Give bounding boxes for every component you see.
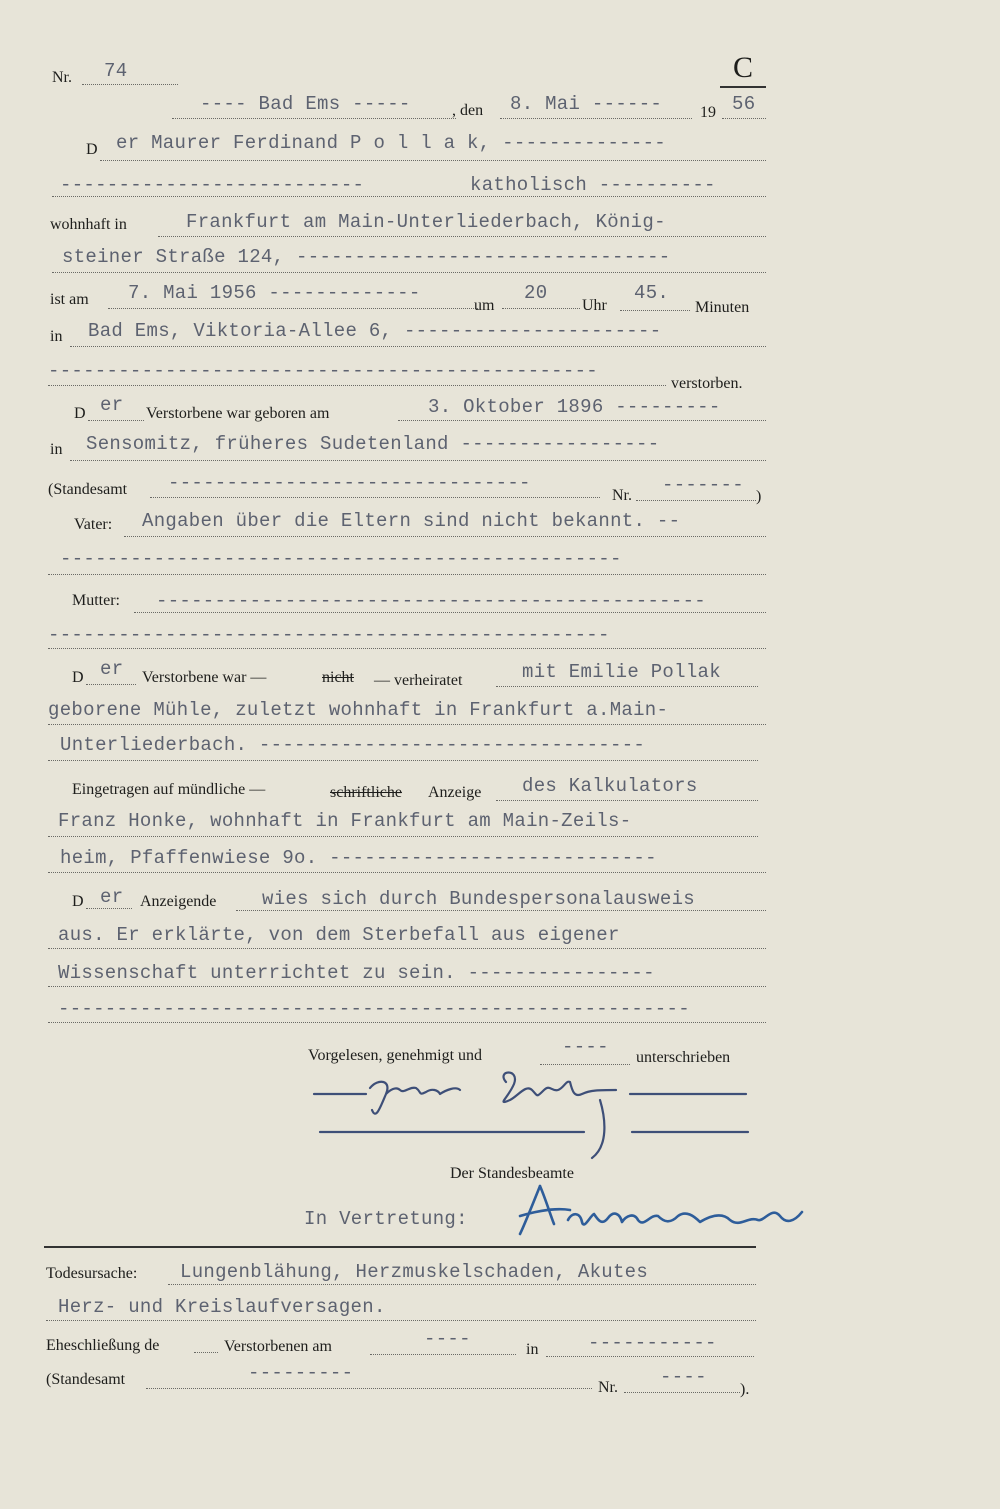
death-place-line-2: ----------------------------------------------- — [48, 360, 598, 382]
registrar-signature — [510, 1176, 810, 1246]
footer-closing: ). — [740, 1381, 750, 1398]
death-place: Bad Ems, Viktoria-Allee 6, ---------------------- — [88, 320, 662, 342]
ehe-place: ----------- — [588, 1332, 717, 1354]
birth-place: Sensomitz, früheres Sudetenland ----------------- — [86, 433, 660, 455]
mutter-label: Mutter: — [72, 592, 120, 609]
cause-line-2: Herz- und Kreislaufversagen. — [58, 1296, 386, 1318]
death-date-dotted-line — [108, 308, 478, 309]
entry-number: 74 — [104, 60, 128, 82]
marriage-label-a: Verstorbene war — — [142, 669, 267, 686]
ehe-place-dotted-line — [546, 1356, 754, 1357]
vater-dotted-line — [124, 536, 766, 537]
religion: katholisch ---------- — [470, 174, 716, 196]
ist-am-label: ist am — [50, 291, 89, 308]
marriage-d-prefix: D — [72, 669, 84, 686]
deceased-d-prefix: D — [86, 141, 98, 158]
footer-nr-label: Nr. — [598, 1379, 618, 1396]
place-dotted-line — [172, 118, 456, 119]
birth-standesamt-dotted-line — [150, 497, 600, 498]
hour-dotted-line — [502, 308, 580, 309]
spouse-line-3: Unterliederbach. --------------------------------- — [60, 734, 646, 756]
footer-nr: ---- — [660, 1366, 707, 1388]
report-line-1: des Kalkulators — [522, 775, 698, 797]
religion-dashes: -------------------------- — [60, 174, 365, 196]
year-prefix: 19 — [700, 104, 716, 121]
registry-place: ---- Bad Ems ----- — [200, 93, 411, 115]
religion-dotted-line — [52, 196, 766, 197]
deputy-text: In Vertretung: — [304, 1208, 468, 1230]
spouse-dotted-line — [496, 686, 758, 687]
report-struck-word: schriftliche — [330, 784, 402, 801]
deceased-name: er Maurer Ferdinand P o l l a k, -------------- — [116, 132, 666, 154]
report-line-2: Franz Honke, wohnhaft in Frankfurt am Main-Zeils- — [58, 810, 632, 832]
cause-label: Todesursache: — [46, 1265, 138, 1282]
birth-nr-label: Nr. — [612, 487, 632, 504]
year-suffix: 56 — [732, 93, 756, 115]
marriage-struck-word: nicht — [322, 669, 354, 686]
informant4-dotted-line — [48, 1022, 766, 1023]
address-line-1: Frankfurt am Main-Unterliederbach, König- — [186, 211, 666, 233]
birth-d-dotted-line — [88, 420, 144, 421]
register-letter: C — [720, 50, 766, 88]
birth-closing-paren: ) — [756, 488, 762, 505]
born-label: Verstorbene war geboren am — [146, 405, 330, 422]
birth-d-prefix: D — [74, 405, 86, 422]
report3-dotted-line — [48, 872, 766, 873]
birth-standesamt: ------------------------------- — [168, 472, 531, 494]
birth-nr: ------- — [662, 474, 744, 496]
informant-line-3: Wissenschaft unterrichtet zu sein. ---------------- — [58, 962, 655, 984]
informant-d-suffix: er — [100, 886, 124, 908]
uhr-label: Uhr — [582, 297, 607, 314]
registry-date: 8. Mai ------ — [510, 93, 663, 115]
wohnhaft-label: wohnhaft in — [50, 216, 127, 233]
birth-standesamt-label: (Standesamt — [48, 481, 128, 498]
den-label: , den — [452, 102, 484, 119]
nr-label: Nr. — [52, 69, 72, 86]
year-dotted-line — [722, 118, 766, 119]
birth-date: 3. Oktober 1896 --------- — [428, 396, 721, 418]
death-place-dotted-line — [70, 346, 766, 347]
birth-place-dotted-line — [70, 460, 766, 461]
spouse-line-2: geborene Mühle, zuletzt wohnhaft in Frankfurt a.Main- — [48, 699, 669, 721]
um-label: um — [474, 297, 495, 314]
spouse2-dotted-line — [48, 724, 766, 725]
informant-signature — [300, 1060, 770, 1170]
marriage-d-dotted-line — [86, 684, 136, 685]
ehe-date-dotted-line — [370, 1354, 516, 1355]
read-approved-label: Vorgelesen, genehmigt und — [308, 1047, 483, 1064]
mutter-text: ----------------------------------------------- — [156, 590, 706, 612]
death-place2-dotted-line — [48, 385, 666, 386]
registrar-label: Der Standesbeamte — [450, 1165, 574, 1182]
minuten-label: Minuten — [695, 299, 750, 316]
birth-nr-dotted-line — [636, 500, 756, 501]
report2-dotted-line — [48, 836, 758, 837]
vater-text: Angaben über die Eltern sind nicht bekannt. -- — [142, 510, 681, 532]
birth-date-dotted-line — [398, 420, 766, 421]
ehe-label: Eheschließung de — [46, 1337, 160, 1354]
signed-label: unterschrieben — [636, 1049, 731, 1066]
informant2-dotted-line — [48, 948, 766, 949]
informant3-dotted-line — [48, 986, 766, 987]
report-dotted-line — [496, 800, 758, 801]
report-label-b: Anzeige — [428, 784, 482, 801]
mutter-line-2: ------------------------------------------------ — [48, 624, 610, 646]
ehe-label-b: Verstorbenen am — [224, 1338, 332, 1355]
cause2-dotted-line — [46, 1320, 756, 1321]
report-label-a: Eingetragen auf mündliche — — [72, 781, 266, 798]
cause-line-1: Lungenblähung, Herzmuskelschaden, Akutes — [180, 1261, 649, 1283]
informant-line-2: aus. Er erklärte, von dem Sterbefall aus eigener — [58, 924, 620, 946]
vater-line-2: ------------------------------------------------ — [60, 548, 622, 570]
section-divider — [44, 1246, 756, 1248]
report-line-3: heim, Pfaffenwiese 9o. ---------------------------- — [60, 847, 657, 869]
footer-standesamt: --------- — [248, 1362, 354, 1384]
cause-dotted-line — [168, 1284, 756, 1285]
footer-nr-dotted-line — [624, 1392, 740, 1393]
name-dotted-line — [100, 160, 766, 161]
informant-dotted-line — [236, 910, 766, 911]
birth-place-in-label: in — [50, 441, 63, 458]
vater2-dotted-line — [48, 574, 766, 575]
verstorben-label: verstorben. — [671, 375, 743, 392]
minutes-dotted-line — [620, 310, 690, 311]
death-minutes: 45. — [634, 282, 670, 304]
address-line-2: steiner Straße 124, -------------------------------- — [62, 246, 671, 268]
death-hour: 20 — [524, 282, 548, 304]
footer-standesamt-dotted-line — [146, 1388, 592, 1389]
informant-d-prefix: D — [72, 893, 84, 910]
ehe-in-label: in — [526, 1341, 539, 1358]
informant-line-4: ------------------------------------------------------ — [58, 998, 690, 1020]
spouse-line-1: mit Emilie Pollak — [522, 661, 721, 683]
mutter-dotted-line — [134, 612, 766, 613]
mutter2-dotted-line — [48, 648, 766, 649]
vater-label: Vater: — [74, 516, 113, 533]
address-dotted-line — [158, 236, 766, 237]
spouse3-dotted-line — [48, 760, 758, 761]
nr-dotted-line — [82, 84, 178, 85]
informant-label: Anzeigende — [140, 893, 217, 910]
death-place-in-label: in — [50, 328, 63, 345]
ehe-date: ---- — [424, 1328, 471, 1350]
address2-dotted-line — [52, 272, 766, 273]
read-fill: ---- — [562, 1036, 609, 1058]
birth-d-suffix: er — [100, 394, 124, 416]
death-date: 7. Mai 1956 ------------- — [128, 282, 421, 304]
date-dotted-line — [500, 118, 692, 119]
marriage-d-suffix: er — [100, 658, 124, 680]
marriage-label-b: — verheiratet — [374, 672, 463, 689]
informant-line-1: wies sich durch Bundespersonalausweis — [262, 888, 695, 910]
ehe-de-dotted-line — [194, 1352, 218, 1353]
informant-d-dotted-line — [86, 908, 132, 909]
footer-standesamt-label: (Standesamt — [46, 1371, 126, 1388]
